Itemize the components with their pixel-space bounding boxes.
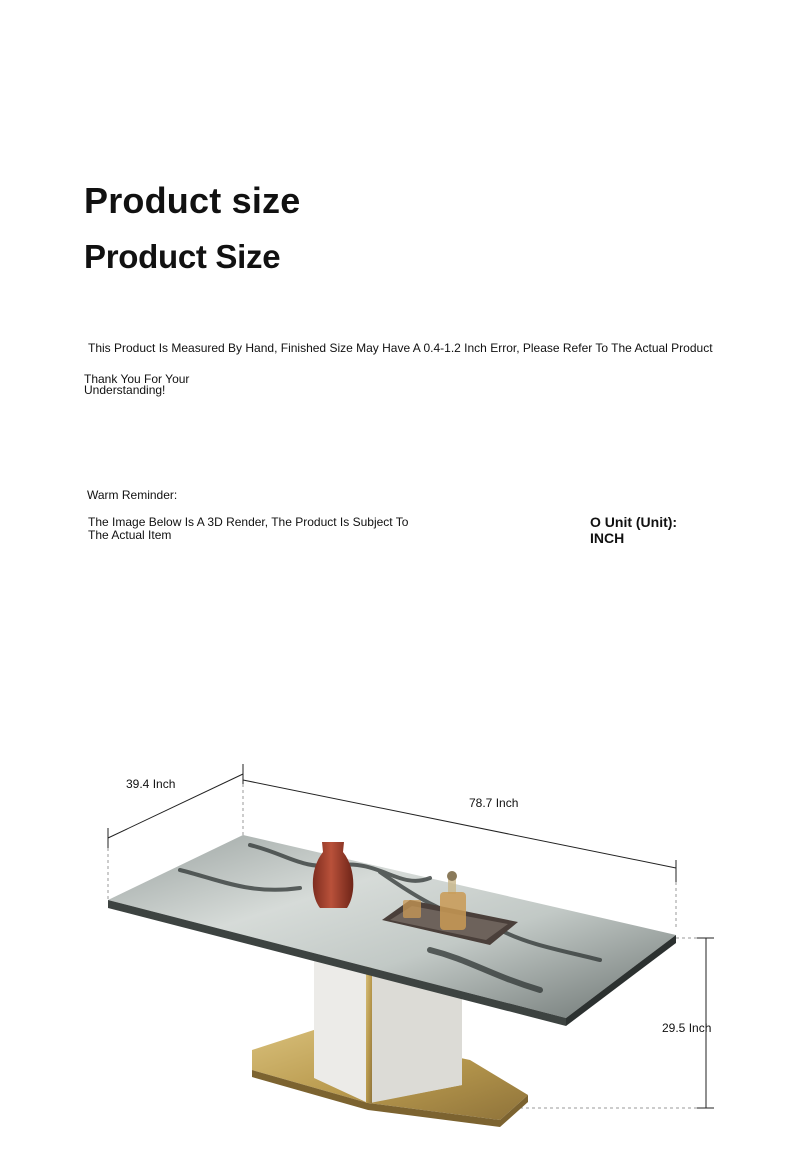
reminder-label: Warm Reminder:: [87, 488, 178, 502]
vase: [313, 842, 353, 908]
unit-label: O Unit (Unit): INCH: [590, 514, 678, 546]
product-render: [0, 760, 790, 1155]
glass: [403, 900, 421, 918]
measure-note: This Product Is Measured By Hand, Finished Size May Have A 0.4-1.2 Inch Error, Please Refer To The Actual Product: [88, 341, 713, 355]
page-title: Product size: [84, 180, 301, 221]
dimension-depth: 39.4 Inch: [126, 777, 176, 791]
page-subtitle: Product Size: [84, 238, 281, 275]
dimension-length: 78.7 Inch: [469, 796, 519, 810]
decanter: [440, 871, 466, 930]
reminder-text: The Image Below Is A 3D Render, The Product Is Subject To The Actual Item: [88, 515, 409, 542]
dimension-height: 29.5 Inch: [662, 1021, 712, 1035]
thanks-note: Thank You For Your Understanding!: [84, 372, 190, 397]
